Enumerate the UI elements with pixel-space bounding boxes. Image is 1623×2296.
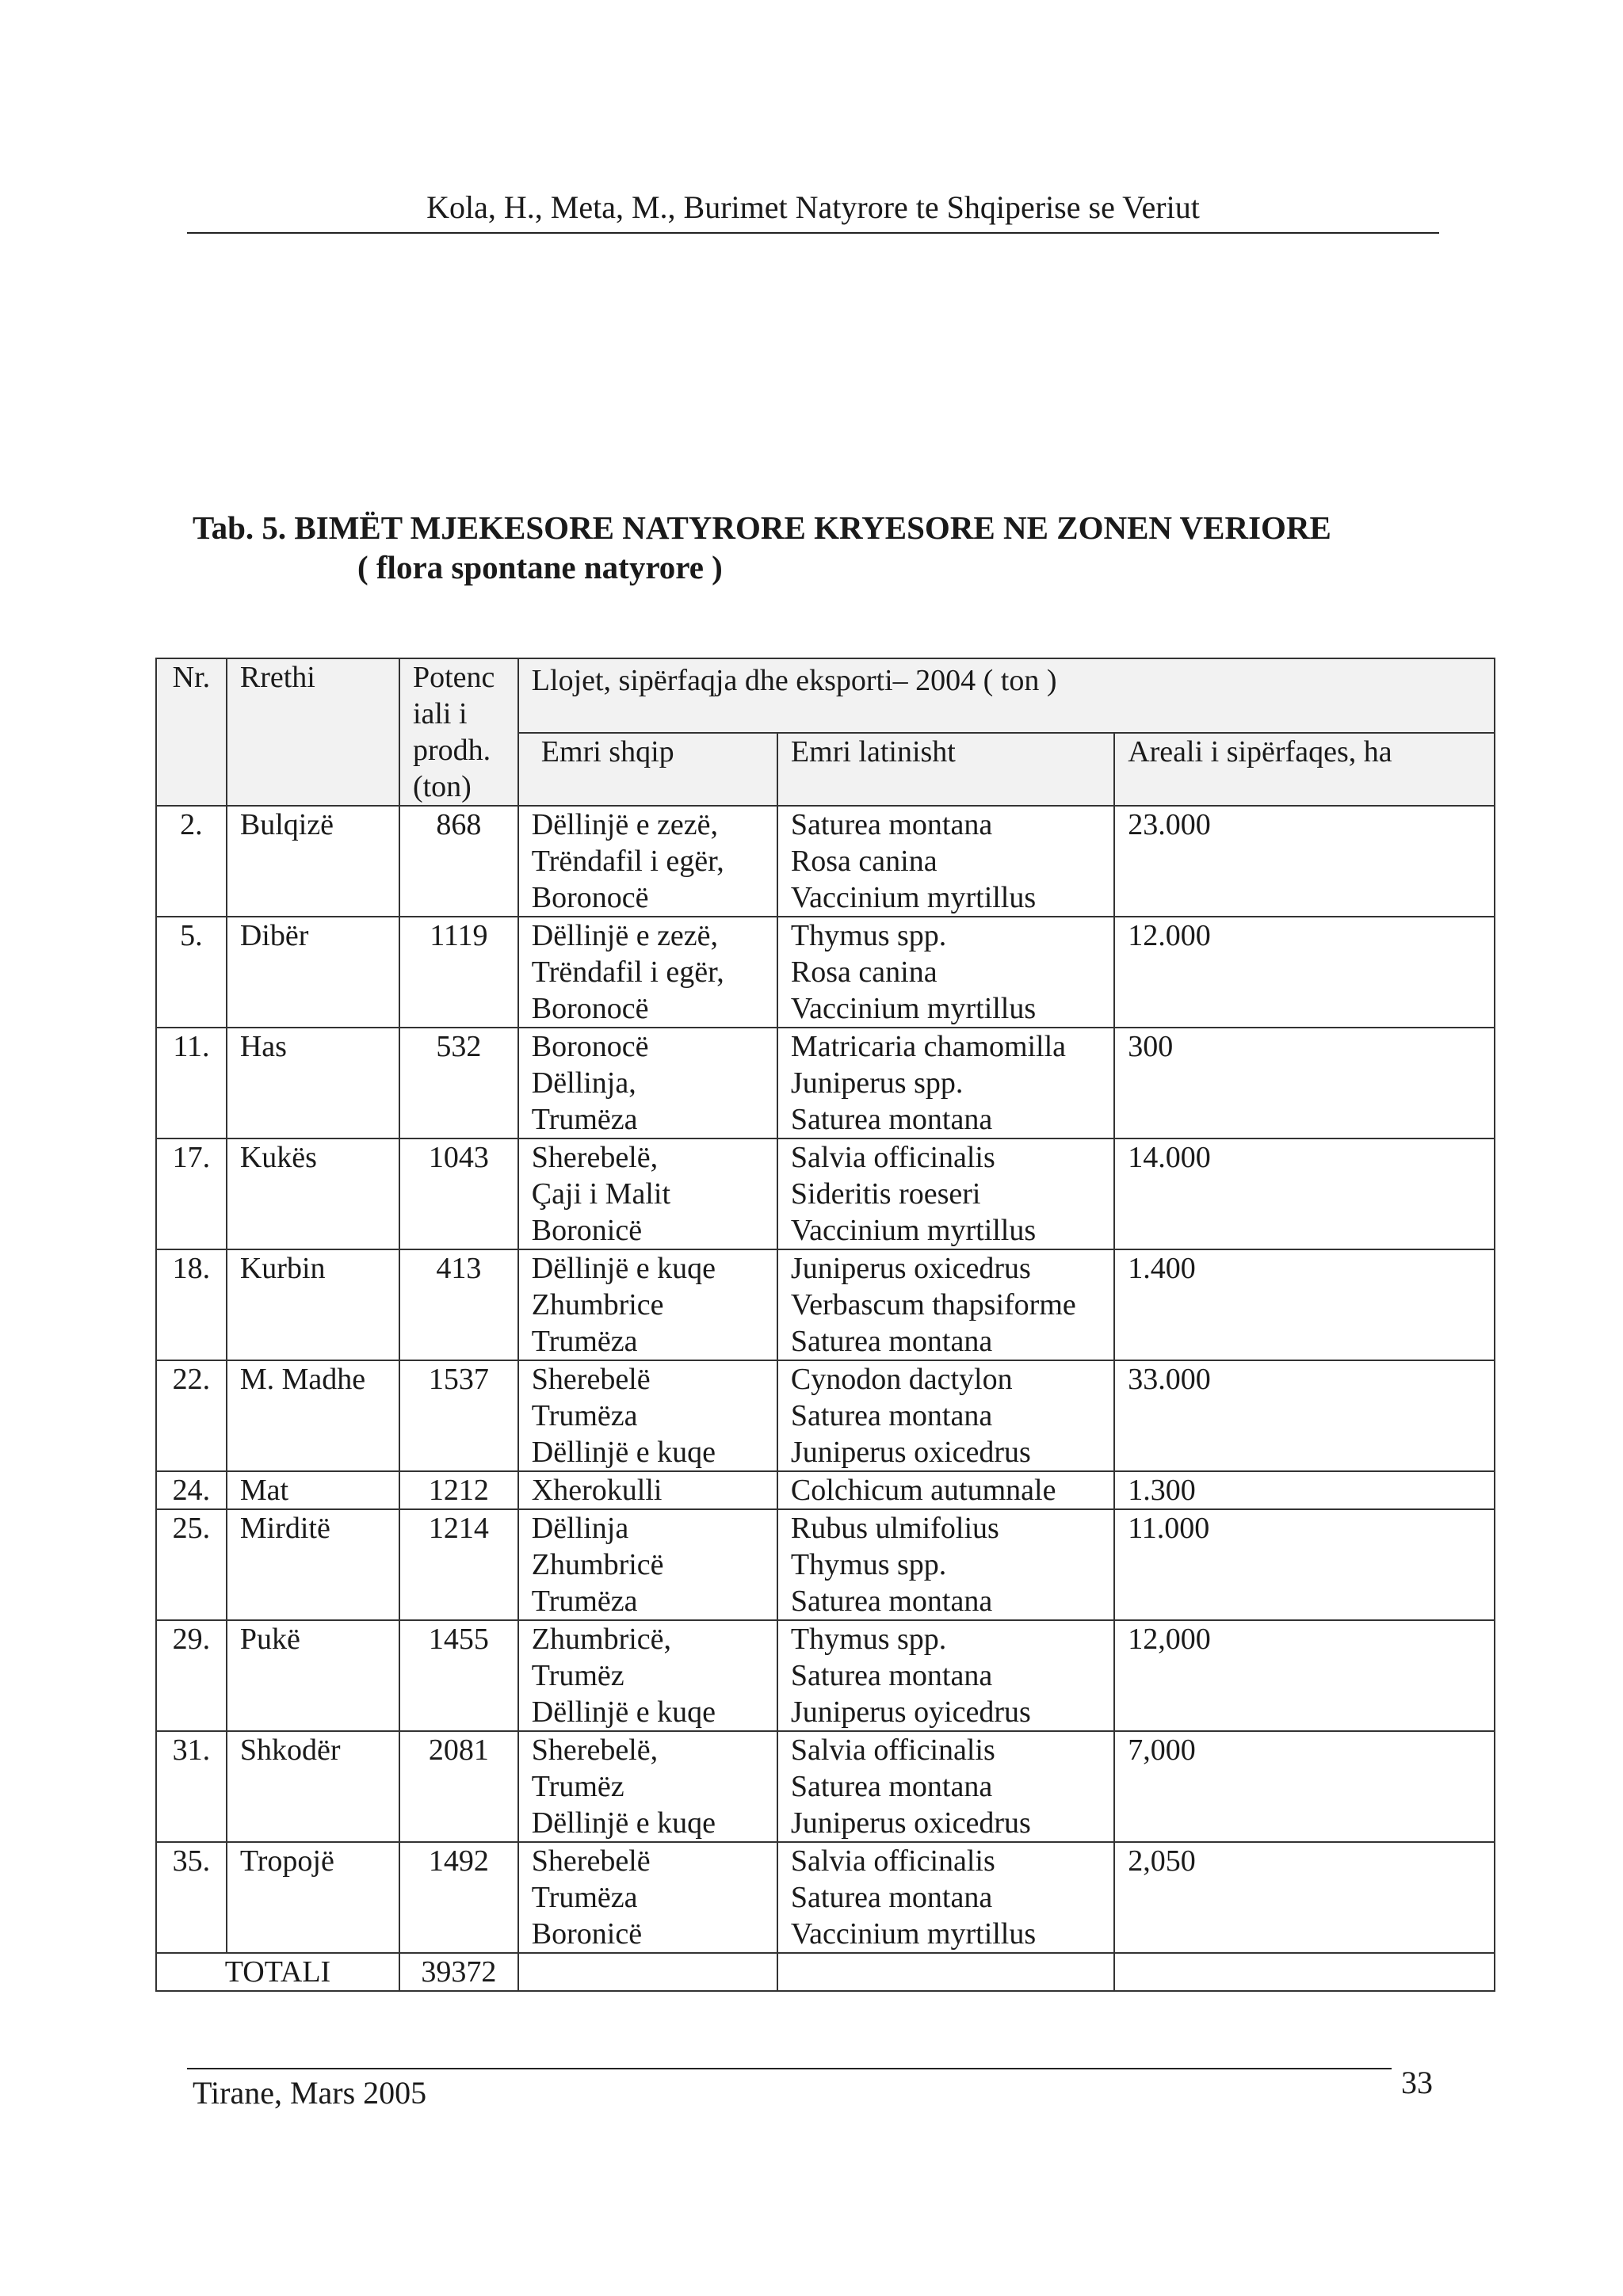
cell-emri-latinisht: Salvia officinalis Saturea montana Juniperus oxicedrus [777, 1731, 1114, 1842]
cell-emri-latinisht: Cynodon dactylon Saturea montana Juniperus oxicedrus [777, 1360, 1114, 1471]
cell-potenciali: 1212 [399, 1471, 518, 1509]
cell-nr: 24. [156, 1471, 227, 1509]
cell-rrethi: Mat [227, 1471, 399, 1509]
cell-areali: 12,000 [1114, 1620, 1495, 1731]
header-emri-shqip: Emri shqip [518, 733, 777, 806]
cell-potenciali: 1455 [399, 1620, 518, 1731]
cell-areali: 11.000 [1114, 1509, 1495, 1620]
cell-nr: 11. [156, 1028, 227, 1138]
cell-potenciali: 1119 [399, 917, 518, 1028]
cell-emri-latinisht: Salvia officinalis Saturea montana Vaccinium myrtillus [777, 1842, 1114, 1953]
table-row [156, 1028, 1495, 1138]
cell-areali: 33.000 [1114, 1360, 1495, 1471]
cell-potenciali: 868 [399, 806, 518, 917]
table-row [156, 1842, 1495, 1953]
total-value: 39372 [399, 1953, 518, 1991]
header-group: Llojet, sipërfaqja dhe eksporti– 2004 ( ton ) [518, 658, 1495, 733]
cell-areali: 1.400 [1114, 1249, 1495, 1360]
cell-potenciali: 1492 [399, 1842, 518, 1953]
page-number: 33 [1401, 2065, 1433, 2100]
cell-emri-latinisht: Rubus ulmifolius Thymus spp. Saturea montana [777, 1509, 1114, 1620]
cell-emri-shqip: Sherebelë Trumëza Boronicë [518, 1842, 777, 1953]
table-row [156, 1360, 1495, 1471]
cell-nr: 35. [156, 1842, 227, 1953]
table-row [156, 1620, 1495, 1731]
cell-areali: 1.300 [1114, 1471, 1495, 1509]
cell-nr: 18. [156, 1249, 227, 1360]
cell-emri-shqip: Xherokulli [518, 1471, 777, 1509]
cell-rrethi: Shkodër [227, 1731, 399, 1842]
cell-potenciali: 1214 [399, 1509, 518, 1620]
cell-potenciali: 1043 [399, 1138, 518, 1249]
cell-areali: 23.000 [1114, 806, 1495, 917]
cell-nr: 2. [156, 806, 227, 917]
total-empty-cell [777, 1953, 1114, 1991]
cell-potenciali: 532 [399, 1028, 518, 1138]
cell-nr: 29. [156, 1620, 227, 1731]
cell-areali: 7,000 [1114, 1731, 1495, 1842]
table-row [156, 806, 1495, 917]
cell-emri-shqip: Boronocë Dëllinja, Trumëza [518, 1028, 777, 1138]
cell-nr: 22. [156, 1360, 227, 1471]
footer-place-date: Tirane, Mars 2005 [193, 2075, 427, 2111]
cell-areali: 2,050 [1114, 1842, 1495, 1953]
medicinal-plants-table [155, 658, 1495, 1992]
table-row [156, 1471, 1495, 1509]
cell-rrethi: Pukë [227, 1620, 399, 1731]
cell-emri-shqip: Zhumbricë, Trumëz Dëllinjë e kuqe [518, 1620, 777, 1731]
cell-potenciali: 2081 [399, 1731, 518, 1842]
header-potenciali: Potenc iali i prodh. (ton) [399, 658, 518, 806]
cell-rrethi: Dibër [227, 917, 399, 1028]
header-emri-latinisht: Emri latinisht [777, 733, 1114, 806]
table-row [156, 1731, 1495, 1842]
cell-rrethi: Tropojë [227, 1842, 399, 1953]
cell-emri-latinisht: Thymus spp. Saturea montana Juniperus oyicedrus [777, 1620, 1114, 1731]
cell-nr: 25. [156, 1509, 227, 1620]
cell-rrethi: M. Madhe [227, 1360, 399, 1471]
cell-rrethi: Kukës [227, 1138, 399, 1249]
cell-emri-shqip: Dëllinjë e kuqe Zhumbrice Trumëza [518, 1249, 777, 1360]
cell-nr: 5. [156, 917, 227, 1028]
table-row [156, 1138, 1495, 1249]
table-row [156, 917, 1495, 1028]
cell-emri-latinisht: Saturea montana Rosa canina Vaccinium myrtillus [777, 806, 1114, 917]
total-empty-cell [1114, 1953, 1495, 1991]
table-row [156, 1249, 1495, 1360]
table-header-row [156, 658, 1495, 733]
cell-emri-shqip: Dëllinjë e zezë, Trëndafil i egër, Boronocë [518, 917, 777, 1028]
running-header: Kola, H., Meta, M., Burimet Natyrore te Shqiperise se Veriut [426, 189, 1200, 225]
header-nr: Nr. [156, 658, 227, 806]
cell-potenciali: 413 [399, 1249, 518, 1360]
cell-emri-shqip: Dëllinjë e zezë, Trëndafil i egër, Boronocë [518, 806, 777, 917]
cell-potenciali: 1537 [399, 1360, 518, 1471]
table-title: Tab. 5. BIMËT MJEKESORE NATYRORE KRYESORE NE ZONEN VERIORE [193, 509, 1331, 546]
cell-emri-latinisht: Matricaria chamomilla Juniperus spp. Saturea montana [777, 1028, 1114, 1138]
cell-emri-shqip: Sherebelë, Çaji i Malit Boronicë [518, 1138, 777, 1249]
cell-areali: 300 [1114, 1028, 1495, 1138]
cell-emri-latinisht: Colchicum autumnale [777, 1471, 1114, 1509]
cell-emri-latinisht: Salvia officinalis Sideritis roeseri Vaccinium myrtillus [777, 1138, 1114, 1249]
table-subtitle: ( flora spontane natyrore ) [357, 549, 723, 585]
header-areali: Areali i sipërfaqes, ha [1114, 733, 1495, 806]
cell-rrethi: Bulqizë [227, 806, 399, 917]
total-label: TOTALI [156, 1953, 399, 1991]
cell-emri-shqip: Sherebelë Trumëza Dëllinjë e kuqe [518, 1360, 777, 1471]
cell-rrethi: Kurbin [227, 1249, 399, 1360]
cell-nr: 17. [156, 1138, 227, 1249]
cell-emri-shqip: Sherebelë, Trumëz Dëllinjë e kuqe [518, 1731, 777, 1842]
table-row [156, 1509, 1495, 1620]
header-divider [187, 232, 1439, 234]
total-empty-cell [518, 1953, 777, 1991]
cell-nr: 31. [156, 1731, 227, 1842]
cell-rrethi: Has [227, 1028, 399, 1138]
cell-areali: 12.000 [1114, 917, 1495, 1028]
footer-divider [187, 2068, 1392, 2069]
cell-emri-latinisht: Thymus spp. Rosa canina Vaccinium myrtillus [777, 917, 1114, 1028]
cell-areali: 14.000 [1114, 1138, 1495, 1249]
cell-emri-latinisht: Juniperus oxicedrus Verbascum thapsiforme Saturea montana [777, 1249, 1114, 1360]
header-rrethi: Rrethi [227, 658, 399, 806]
cell-emri-shqip: Dëllinja Zhumbricë Trumëza [518, 1509, 777, 1620]
total-row [156, 1953, 1495, 1991]
cell-rrethi: Mirditë [227, 1509, 399, 1620]
